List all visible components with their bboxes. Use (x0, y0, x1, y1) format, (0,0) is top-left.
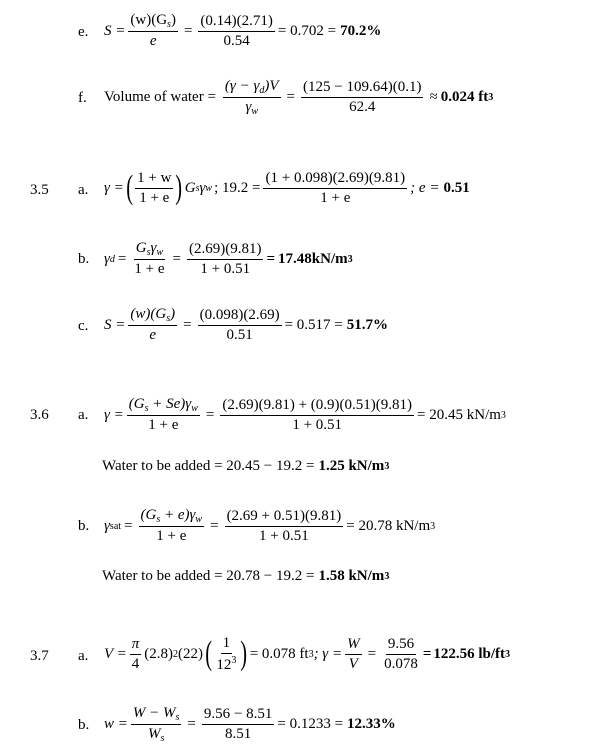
denominator: 1 + e (320, 189, 351, 206)
denominator: 1 + 0.51 (259, 527, 309, 544)
lhs: γ (104, 517, 110, 534)
numerator: (2.69 + 0.51)(9.81) (225, 508, 344, 527)
factor2: (22) (178, 645, 204, 662)
lhs: S = (104, 22, 126, 39)
lhs: w = (104, 715, 128, 732)
part-label-b: b. (78, 518, 90, 534)
fraction (223, 78, 281, 117)
denominator: 4 (131, 655, 140, 672)
fraction-inverse (214, 635, 238, 673)
equation-3-5-a: γ = ( $\frac{1 + w}{1 + e}$ ) G s γ w ; 19.2 = $\frac{(1 + 0.098)(2.69)(9.81)}{1 + e}$ ; e = 0.51 (104, 169, 470, 207)
fraction-values (301, 79, 423, 115)
denominator: e (149, 327, 157, 344)
water-text: Water to be added = 20.78 − 19.2 = (102, 568, 315, 584)
lhs: γ (104, 250, 110, 267)
numerator: 1 (221, 635, 233, 654)
numerator: W − W (132, 704, 176, 721)
water-text: Water to be added = 20.45 − 19.2 = (102, 458, 315, 474)
approx: ≈ (429, 88, 438, 105)
fraction-values (382, 636, 420, 672)
subscript: w (195, 514, 203, 526)
subscript: w (251, 105, 259, 117)
superscript: 3 (384, 461, 390, 472)
rhs: = 0.078 ft (249, 645, 309, 662)
equation-3-7-a: V = $\frac{\pi}{4}$ (2.8) 2 (22) ( $\frac{1}{12^3}$ ) = 0.078 ft 3 ; γ = $\frac{W}{V}$ = $\frac{9.56}{0.078}$ = 122.56 lb/ft 3 (104, 635, 511, 673)
fraction (131, 705, 182, 744)
separator: ; γ = (313, 645, 343, 662)
gamma: γ (199, 179, 206, 196)
answer: 0.51 (443, 179, 470, 196)
fraction-values (187, 241, 263, 277)
denominator: W (147, 725, 161, 742)
numerator: (0.098)(2.69) (198, 307, 282, 326)
water-answer: 1.58 kN/m (318, 568, 385, 584)
part-label-f: f. (78, 90, 87, 106)
answer: 17.48kN/m (278, 250, 348, 267)
subscript: w (191, 403, 198, 415)
subscript: sat (109, 520, 122, 532)
numerator: (2.69)(9.81) (187, 241, 263, 260)
part-label-b: b. (78, 717, 90, 733)
part-label-e: e. (78, 24, 89, 40)
numerator: 9.56 − 8.51 (202, 706, 274, 725)
denominator: 12 (216, 656, 232, 673)
part-label-a: a. (78, 648, 89, 664)
fraction (128, 12, 178, 50)
rhs: = 20.45 kN/m (417, 406, 501, 423)
superscript: 3 (500, 409, 506, 421)
subscript: d (109, 253, 115, 265)
gs: G (184, 179, 196, 196)
numerator: (0.14)(2.71) (198, 13, 274, 32)
answer: 70.2% (340, 22, 382, 39)
fraction (139, 507, 205, 545)
numerator: W (345, 636, 362, 655)
part-label-c: c. (78, 318, 89, 334)
numerator-end: )V (264, 77, 279, 94)
equation-3-5-c: S = $\frac{(w)(G_s)}{e}$ = $\frac{(0.098)(2.69)}{0.51}$ = 0.517 = 51.7% (104, 306, 388, 344)
text: Volume of water = (104, 88, 216, 105)
numerator-end: ) (170, 306, 176, 323)
answer: 12.33% (347, 715, 396, 732)
denominator: 1 + e (148, 417, 179, 434)
equation-f: Volume of water = $\frac{(\gamma - \gamma_d)V}{\gamma_w}$ = $\frac{(125 - 109.64)(0.1)}{62.4}$ ≈ 0.024 ft 3 (104, 77, 494, 117)
equals: = (422, 645, 432, 662)
superscript: 3 (308, 648, 314, 660)
denominator: V (348, 655, 358, 672)
numerator-mid: + Se)γ (148, 396, 192, 413)
superscript: 3 (384, 571, 390, 582)
subscript: s (160, 732, 165, 744)
rhs: ; e = (410, 179, 440, 196)
subscript: s (166, 313, 171, 325)
denominator: 1 + 0.51 (292, 416, 343, 433)
superscript: 3 (505, 648, 511, 660)
part-label-a: a. (78, 407, 89, 423)
fraction-values (220, 397, 414, 433)
lhs: S = (104, 316, 126, 333)
part-label-b: b. (78, 251, 90, 267)
numerator: (γ − γ (224, 77, 260, 94)
equation-3-6-a: γ = $\frac{(G_s + Se)\gamma_w}{1 + e}$ = $\frac{(2.69)(9.81) + (0.9)(0.51)(9.81)}{1 + 0.51}$ = 20.45 kN/m 3 (104, 396, 506, 434)
denominator: 0.51 (226, 326, 253, 343)
denominator: 1 + e (139, 189, 170, 206)
water-answer: 1.25 kN/m (318, 458, 385, 474)
numerator: 1 + w (135, 170, 173, 189)
separator: ; 19.2 = (214, 179, 261, 196)
superscript: 3 (488, 91, 494, 103)
denominator: 62.4 (349, 98, 376, 115)
equation-3-5-b: γ d = $\frac{G_s\gamma_w}{1 + e}$ = $\frac{(2.69)(9.81)}{1 + 0.51}$ = 17.48kN/m 3 (104, 240, 353, 278)
superscript: 3 (430, 520, 436, 532)
numerator-end: ) (170, 12, 176, 29)
factor: (2.8) (144, 645, 174, 662)
numerator-mid: + e)γ (160, 507, 196, 524)
denominator: 1 + e (156, 528, 187, 545)
fraction-values (198, 13, 274, 49)
numerator: 9.56 (386, 636, 416, 655)
fraction-pi (130, 636, 142, 672)
fraction (128, 306, 177, 344)
equation-3-7-b: w = $\frac{W - W_s}{W_s}$ = $\frac{9.56 - 8.51}{8.51}$ = 0.1233 = 12.33% (104, 704, 396, 744)
numerator: (2.69)(9.81) + (0.9)(0.51)(9.81) (220, 397, 414, 416)
fraction-values (263, 170, 407, 206)
problem-number: 3.6 (30, 407, 49, 423)
numerator: π (130, 636, 142, 655)
lhs: V = (104, 645, 127, 662)
water-line-3-6-b (102, 568, 389, 585)
problem-number: 3.7 (30, 648, 49, 664)
denominator: 0.078 (384, 655, 418, 672)
rhs: = 0.517 = (284, 316, 343, 333)
numerator: (125 − 109.64)(0.1) (301, 79, 423, 98)
lhs: γ = (104, 406, 124, 423)
rhs: = (266, 250, 276, 267)
fraction-values (198, 307, 282, 343)
subscript: s (146, 247, 151, 259)
denominator: γ (245, 98, 252, 115)
equation-e: S = $\frac{(w)(G_s)}{e}$ = $\frac{(0.14)(2.71)}{0.54}$ = 0.702 = 70.2% (104, 12, 382, 50)
subscript: s (167, 19, 171, 31)
answer: 0.024 ft (440, 88, 489, 105)
numerator: (w)(G (130, 12, 168, 29)
problem-number: 3.5 (30, 182, 49, 198)
subscript: s (144, 403, 149, 415)
denominator: 1 + e (134, 261, 165, 278)
superscript: 2 (173, 648, 179, 660)
fraction (135, 170, 173, 206)
subscript: s (175, 711, 180, 723)
subscript: d (259, 84, 265, 96)
denominator: 1 + 0.51 (200, 260, 251, 277)
numerator-mid: γ (150, 240, 157, 257)
subscript: w (156, 247, 164, 259)
fraction (127, 396, 200, 434)
superscript: 3 (231, 654, 237, 666)
fraction-values (225, 508, 344, 544)
rhs: = 20.78 kN/m (346, 517, 431, 534)
rhs: = 0.702 = (277, 22, 337, 39)
subscript: s (156, 514, 161, 526)
part-label-a: a. (78, 182, 89, 198)
superscript: 3 (347, 253, 353, 265)
answer: 122.56 lb/ft (433, 645, 506, 662)
water-line-3-6-a (102, 458, 389, 475)
numerator: (1 + 0.098)(2.69)(9.81) (263, 170, 407, 189)
subscript: w (205, 182, 213, 194)
denominator: e (149, 33, 157, 50)
lhs: γ = (104, 179, 124, 196)
numerator: G (135, 240, 147, 257)
numerator: (w)(G (130, 306, 167, 323)
equation-3-6-b: γ sat = $\frac{(G_s + e)\gamma_w}{1 + e}$ = $\frac{(2.69 + 0.51)(9.81)}{1 + 0.51}$ = 20.78 kN/m 3 (104, 507, 436, 545)
numerator: (G (140, 507, 157, 524)
fraction (132, 240, 166, 278)
rhs: = 0.1233 = (277, 715, 344, 732)
subscript: s (195, 182, 200, 194)
numerator: (G (128, 396, 145, 413)
answer: 51.7% (346, 316, 388, 333)
fraction-wv (345, 636, 362, 672)
denominator: 0.54 (223, 32, 250, 49)
fraction-values (202, 706, 274, 742)
denominator: 8.51 (225, 725, 252, 742)
